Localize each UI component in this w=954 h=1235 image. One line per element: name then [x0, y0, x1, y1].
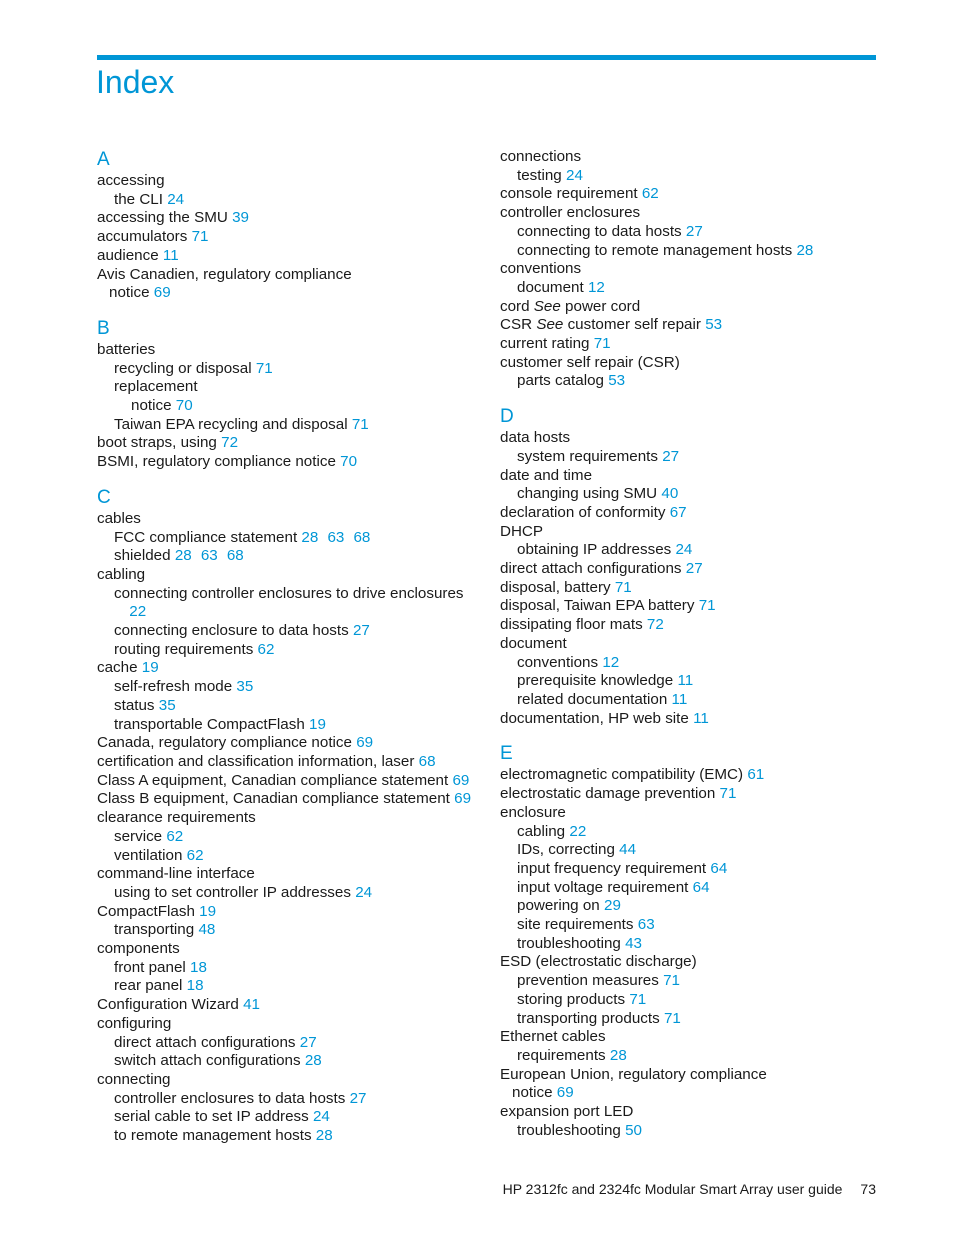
page-link[interactable]: 27: [662, 447, 680, 465]
index-entry: [500, 897, 880, 916]
page-link[interactable]: 62: [641, 185, 659, 203]
index-entry: [97, 659, 487, 678]
index-term: troubleshooting: [517, 1121, 621, 1139]
index-term: console requirement: [500, 185, 638, 203]
page-link[interactable]: 72: [646, 616, 664, 634]
index-term: declaration of conformity: [500, 503, 666, 521]
index-entry: [97, 341, 487, 360]
index-entry: [500, 860, 880, 879]
index-entry: [97, 1015, 487, 1034]
index-entry: [97, 247, 487, 266]
page-link[interactable]: 27: [349, 1089, 367, 1107]
index-entry: [500, 448, 880, 467]
page-link[interactable]: 71: [698, 597, 716, 615]
index-entry: [97, 809, 487, 828]
index-entry: [97, 678, 487, 697]
index-entry: [97, 172, 487, 191]
page-link[interactable]: 48: [198, 921, 216, 939]
index-term: connections: [500, 148, 582, 165]
page-link[interactable]: 29: [604, 897, 621, 915]
index-term: customer self repair (CSR): [500, 353, 680, 371]
page-link[interactable]: 28: [301, 528, 319, 546]
page-link[interactable]: 69: [452, 771, 470, 789]
index-term: connecting to remote management hosts: [517, 241, 793, 259]
index-term: cabling: [517, 822, 566, 840]
page-link[interactable]: 71: [663, 1009, 681, 1027]
index-entry: [500, 879, 880, 898]
see-reference: See: [536, 316, 564, 334]
index-entry: [500, 316, 880, 335]
index-term: document: [500, 634, 567, 652]
index-entry: [500, 167, 880, 186]
index-term: testing: [517, 166, 562, 184]
index-entry: [500, 823, 880, 842]
index-entry: [500, 691, 880, 710]
index-term: prerequisite knowledge: [517, 672, 674, 690]
page-link[interactable]: 62: [166, 827, 184, 845]
page-link[interactable]: 27: [685, 560, 703, 578]
page-link[interactable]: 64: [692, 878, 710, 896]
index-term: Class B equipment, Canadian compliance statement: [97, 790, 450, 808]
index-entry: [500, 616, 880, 635]
index-term: prevention measures: [517, 972, 659, 990]
index-term: cabling: [97, 565, 146, 583]
header-rule: [97, 55, 876, 60]
index-entry: [97, 360, 487, 379]
page-link[interactable]: 22: [569, 822, 587, 840]
index-entry: [500, 354, 880, 373]
index-entry: [97, 959, 487, 978]
index-term: transportable CompactFlash: [114, 715, 305, 733]
page-link[interactable]: 71: [719, 785, 737, 803]
footer-book-title: HP 2312fc and 2324fc Modular Smart Array user guide: [502, 1181, 843, 1197]
index-entry: [500, 1047, 880, 1066]
see-target: power cord: [565, 297, 641, 315]
page-link[interactable]: 71: [593, 335, 611, 353]
index-term: cables: [97, 509, 141, 527]
index-term: front panel: [114, 958, 186, 976]
page-link[interactable]: 53: [608, 372, 626, 390]
index-entry: [500, 991, 880, 1010]
index-letter-heading: E: [500, 743, 513, 765]
index-term: BSMI, regulatory compliance notice: [97, 453, 336, 471]
page-link[interactable]: 40: [661, 485, 679, 503]
index-term: shielded: [114, 547, 171, 565]
index-term: data hosts: [500, 429, 571, 447]
index-entry: [500, 654, 880, 673]
index-term: conventions: [500, 260, 582, 278]
index-term: transporting products: [517, 1009, 660, 1027]
page-link[interactable]: 72: [221, 434, 239, 452]
index-entry: [97, 1127, 487, 1146]
index-term: system requirements: [517, 447, 658, 465]
index-term: routing requirements: [114, 640, 254, 658]
index-entry: [500, 148, 880, 167]
index-term: powering on: [517, 897, 600, 915]
index-entry: [500, 372, 880, 391]
index-entry: [97, 228, 487, 247]
index-term: controller enclosures to data hosts: [114, 1089, 346, 1107]
page-link[interactable]: 62: [257, 640, 275, 658]
index-entry: [97, 603, 487, 622]
index-term: accumulators: [97, 228, 188, 246]
index-term: cord: [500, 297, 530, 315]
page-link[interactable]: 19: [309, 715, 326, 733]
index-entry: [97, 903, 487, 922]
index-term: connecting: [97, 1070, 171, 1088]
index-entry: [97, 734, 487, 753]
page-link[interactable]: 53: [705, 316, 723, 334]
index-term: boot straps, using: [97, 434, 217, 452]
index-entry: [97, 434, 487, 453]
index-entry: [97, 716, 487, 735]
index-entry: [500, 972, 880, 991]
index-term: related documentation: [517, 690, 668, 708]
index-entry: [500, 335, 880, 354]
index-entry: [97, 1108, 487, 1127]
index-entry: [500, 485, 880, 504]
index-entry: [500, 1010, 880, 1029]
index-term: conventions: [517, 653, 599, 671]
index-term: troubleshooting: [517, 934, 621, 952]
index-entry: [97, 547, 487, 566]
index-term: replacement: [114, 378, 198, 396]
page-link[interactable]: 61: [747, 766, 765, 784]
page-link[interactable]: 43: [625, 934, 643, 952]
page-link[interactable]: 63: [327, 528, 345, 546]
index-entry: [500, 804, 880, 823]
index-term: transporting: [114, 921, 195, 939]
page-link[interactable]: 69: [556, 1084, 574, 1102]
index-term: CSR: [500, 316, 533, 334]
page-footer: [503, 1180, 876, 1198]
index-term: configuring: [97, 1014, 172, 1032]
page-link[interactable]: 41: [243, 996, 260, 1014]
index-entry: [97, 622, 487, 641]
index-entry: [97, 1071, 487, 1090]
page-link[interactable]: 24: [312, 1108, 330, 1126]
index-term: status: [114, 696, 155, 714]
index-entry: [97, 1034, 487, 1053]
index-term: Class A equipment, Canadian compliance statement: [97, 771, 449, 789]
page-link[interactable]: 67: [669, 503, 687, 521]
index-entry: [500, 541, 880, 560]
index-entry: [500, 597, 880, 616]
page-link[interactable]: 18: [190, 958, 207, 976]
page-link[interactable]: 39: [232, 209, 249, 227]
index-entry: [97, 453, 487, 472]
page-link[interactable]: 11: [671, 690, 688, 708]
index-term: command-line interface: [97, 865, 255, 883]
page-link[interactable]: 44: [619, 841, 637, 859]
index-entry: [97, 828, 487, 847]
index-entry: [500, 298, 880, 317]
index-column-left: [97, 148, 487, 1146]
index-entry: [500, 710, 880, 729]
index-entry: [97, 641, 487, 660]
page-link[interactable]: 12: [602, 653, 620, 671]
index-entry: [97, 1052, 487, 1071]
page-link[interactable]: 71: [614, 578, 632, 596]
page-title: Index: [96, 64, 175, 100]
page-link[interactable]: 71: [255, 359, 273, 377]
page-link[interactable]: 27: [299, 1033, 317, 1051]
page-link[interactable]: 18: [186, 977, 204, 995]
index-entry: [500, 766, 880, 785]
index-entry: [97, 191, 487, 210]
index-entry: [500, 242, 880, 261]
index-term: Configuration Wizard: [97, 996, 239, 1014]
index-term: components: [97, 940, 180, 958]
index-entry: [500, 467, 880, 486]
index-entry: [97, 585, 487, 604]
index-term: dissipating floor mats: [500, 616, 643, 634]
index-entry: [97, 1090, 487, 1109]
index-entry: [97, 921, 487, 940]
footer-page-number: 73: [860, 1181, 876, 1197]
index-entry: [500, 1028, 880, 1047]
index-term: connecting controller enclosures to drive enclosures: [114, 584, 464, 602]
index-term: notice: [512, 1084, 553, 1102]
index-entry: [500, 785, 880, 804]
page-link[interactable]: 69: [356, 734, 374, 752]
index-entry: [97, 284, 487, 303]
index-term: connecting enclosure to data hosts: [114, 622, 349, 640]
page-link[interactable]: 27: [352, 622, 370, 640]
page-link[interactable]: 71: [663, 972, 680, 990]
index-term: DHCP: [500, 522, 544, 540]
index-term: direct attach configurations: [500, 560, 682, 578]
index-term: cache: [97, 659, 138, 677]
page-link[interactable]: 19: [199, 902, 217, 920]
index-term: serial cable to set IP address: [114, 1108, 309, 1126]
index-term: CompactFlash: [97, 902, 195, 920]
index-term: disposal, battery: [500, 578, 611, 596]
index-letter-heading: B: [97, 317, 110, 339]
index-term: expansion port LED: [500, 1103, 634, 1121]
index-term: date and time: [500, 466, 593, 484]
page-link[interactable]: 24: [566, 166, 583, 184]
page-link[interactable]: 28: [304, 1052, 322, 1070]
index-entry: [97, 940, 487, 959]
index-entry: [97, 209, 487, 228]
index-entry: [97, 753, 487, 772]
page-link[interactable]: 28: [174, 547, 192, 565]
index-entry: [97, 378, 487, 397]
page-link[interactable]: 27: [685, 222, 703, 240]
page-link[interactable]: 12: [587, 278, 605, 296]
page-link[interactable]: 24: [355, 883, 373, 901]
index-entry: [97, 529, 487, 548]
index-term: accessing: [97, 172, 165, 189]
index-term: notice: [131, 397, 172, 415]
index-term: changing using SMU: [517, 485, 658, 503]
page-link[interactable]: 50: [625, 1121, 643, 1139]
index-term: input frequency requirement: [517, 859, 707, 877]
index-term: audience: [97, 246, 159, 264]
index-term: controller enclosures: [500, 204, 641, 222]
index-entry: [500, 953, 880, 972]
index-entry: [97, 977, 487, 996]
page-link[interactable]: 71: [191, 228, 209, 246]
index-term: using to set controller IP addresses: [114, 883, 351, 901]
index-term: Avis Canadien, regulatory compliance: [97, 265, 352, 283]
index-term: batteries: [97, 340, 156, 358]
index-term: ESD (electrostatic discharge): [500, 953, 697, 971]
see-target: customer self repair: [567, 316, 701, 334]
page-link[interactable]: 71: [629, 990, 647, 1008]
index-entry: [97, 266, 487, 285]
page-link[interactable]: 11: [677, 672, 694, 690]
index-entry: [500, 841, 880, 860]
index-term: direct attach configurations: [114, 1033, 296, 1051]
index-entry: [97, 510, 487, 529]
index-entry: [500, 1084, 880, 1103]
index-term: European Union, regulatory compliance: [500, 1065, 767, 1083]
page-link[interactable]: 71: [351, 415, 369, 433]
index-entry: [500, 279, 880, 298]
index-entry: [500, 1122, 880, 1141]
index-term: notice: [109, 284, 150, 302]
page-link[interactable]: 62: [186, 846, 204, 864]
index-entry: [97, 397, 487, 416]
index-entry: [500, 504, 880, 523]
page-link[interactable]: 22: [129, 603, 147, 621]
index-term: clearance requirements: [97, 809, 256, 827]
index-term: site requirements: [517, 916, 634, 934]
index-entry: [500, 672, 880, 691]
page-link[interactable]: 68: [353, 528, 371, 546]
index-term: input voltage requirement: [517, 878, 689, 896]
page-link[interactable]: 28: [315, 1127, 333, 1145]
page-link[interactable]: 69: [454, 790, 472, 808]
index-entry: [500, 1066, 880, 1085]
index-entry: [500, 523, 880, 542]
index-term: recycling or disposal: [114, 359, 252, 377]
index-entry: [97, 416, 487, 435]
page-link[interactable]: 28: [609, 1046, 627, 1064]
index-term: electrostatic damage prevention: [500, 785, 716, 803]
index-term: service: [114, 827, 163, 845]
index-term: storing products: [517, 990, 626, 1008]
index-entry: [500, 579, 880, 598]
page-link[interactable]: 69: [153, 284, 171, 302]
index-entry: [500, 185, 880, 204]
index-term: Canada, regulatory compliance notice: [97, 734, 352, 752]
index-term: the CLI: [114, 190, 163, 208]
see-reference: See: [533, 297, 561, 315]
index-entry: [500, 260, 880, 279]
index-term: IDs, correcting: [517, 841, 615, 859]
index-entry: [500, 916, 880, 935]
index-entry: [97, 566, 487, 585]
index-term: accessing the SMU: [97, 209, 228, 227]
index-term: documentation, HP web site: [500, 709, 689, 727]
index-term: to remote management hosts: [114, 1127, 312, 1145]
index-term: current rating: [500, 335, 590, 353]
index-term: ventilation: [114, 846, 183, 864]
index-entry: [97, 790, 487, 809]
index-term: document: [517, 278, 584, 296]
index-term: parts catalog: [517, 372, 604, 390]
page-link[interactable]: 63: [637, 916, 655, 934]
index-term: electromagnetic compatibility (EMC): [500, 766, 744, 784]
page-link[interactable]: 24: [167, 190, 185, 208]
index-entry: [97, 772, 487, 791]
page-link[interactable]: 11: [693, 709, 709, 727]
index-letter-heading: D: [500, 406, 514, 428]
index-term: connecting to data hosts: [517, 222, 682, 240]
page-link[interactable]: 24: [675, 541, 693, 559]
index-entry: [97, 697, 487, 716]
index-term: FCC compliance statement: [114, 528, 298, 546]
index-entry: [97, 847, 487, 866]
index-entry: [500, 935, 880, 954]
index-term: switch attach configurations: [114, 1052, 301, 1070]
index-letter-heading: A: [97, 149, 110, 170]
index-entry: [500, 204, 880, 223]
index-term: Ethernet cables: [500, 1028, 606, 1046]
page-link[interactable]: 19: [141, 659, 159, 677]
index-entry: [97, 884, 487, 903]
page-link[interactable]: 70: [175, 397, 193, 415]
index-entry: [500, 1103, 880, 1122]
index-entry: [500, 635, 880, 654]
index-entry: [500, 429, 880, 448]
index-column-right: [500, 148, 880, 1140]
page-link[interactable]: 35: [236, 678, 254, 696]
index-term: rear panel: [114, 977, 183, 995]
index-term: certification and classification information, laser: [97, 752, 415, 770]
page-link[interactable]: 68: [418, 752, 436, 770]
index-term: self-refresh mode: [114, 678, 233, 696]
page-link[interactable]: 70: [340, 453, 358, 471]
index-entry: [97, 996, 487, 1015]
page-link[interactable]: 68: [226, 547, 244, 565]
index-letter-heading: C: [97, 486, 111, 508]
page-link[interactable]: 11: [162, 246, 179, 264]
index-entry: [500, 560, 880, 579]
page-link[interactable]: 35: [158, 696, 176, 714]
index-term: requirements: [517, 1046, 606, 1064]
page-link[interactable]: 64: [710, 859, 728, 877]
index-entry: [500, 223, 880, 242]
page-link[interactable]: 63: [200, 547, 218, 565]
index-term: enclosure: [500, 803, 566, 821]
page-link[interactable]: 28: [796, 241, 814, 259]
index-term: obtaining IP addresses: [517, 541, 672, 559]
index-term: disposal, Taiwan EPA battery: [500, 597, 695, 615]
index-entry: [97, 865, 487, 884]
index-term: Taiwan EPA recycling and disposal: [114, 415, 348, 433]
